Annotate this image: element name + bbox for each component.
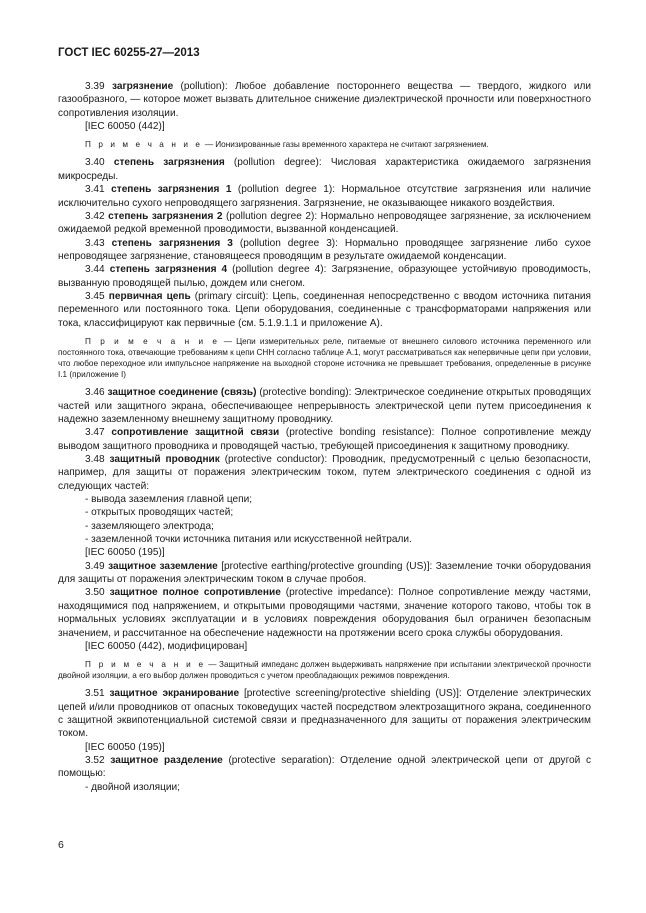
note (58, 659, 591, 681)
definition-text: (protective bonding resistance): Полное сопротивление между выводом защитного проводника и проводящей частью, требующей присоединения к защитному проводнику. (58, 427, 591, 452)
definition-text: [protective earthing/protective grounding (US)]: Заземление точки оборудования для защиты от поражения электрическим током в случае пробоя. (58, 560, 592, 586)
term: степень загрязнения (113, 157, 225, 169)
term: загрязнение (111, 81, 174, 92)
definition-text: [protective screening/protective shielding (US)]: Отделение электрических цепей и/или проводников от опасных токоведущих частей посредством электрозащитного экрана, соединенного с защитной эквипотенциальной системой связи и предназначенного для защиты от поражения электрическим током. (58, 688, 591, 740)
clause-number: 3.45 (85, 290, 105, 302)
note-text: — Ионизированные газы временного характера не считают загрязнением. (202, 140, 489, 150)
definition-text: (protective bonding): Электрическое соединение открытых проводящих частей или защитного экрана, обеспечивающее непрерывность электрической цепи путем присоединения к надежно заземленному внешнему защитному проводнику. (58, 387, 591, 425)
clause-number: 3.39 (85, 81, 105, 92)
definition-text: (pollution degree 4): Загрязнение, образующее устойчивую проводимость, вызванную проводящей пылью, дождем или снегом. (58, 264, 591, 289)
note-label: П р и м е ч а н и е (85, 336, 220, 346)
term: защитное соединение (связь) (107, 387, 257, 399)
definition-text: (pollution degree): Числовая характеристика ожидаемого загрязнения микросреды. (58, 157, 591, 182)
list-item: - заземленной точки источника питания или искусственной нейтрали. (85, 534, 412, 546)
definition-text: (protective impedance): Полное сопротивление между частями, находящимися под напряжением, и открытыми проводящими частями, значение которого таково, чтобы ток в нормальных условиях эксплуатации и в условиях повреждения оборудования был ограничен безопасным значением, и рассчитанное на обеспечение надежности на протяжении всего срока службы оборудования. (58, 587, 591, 639)
definition-text: (protective conductor): Проводник, предусмотренный с целью безопасности, например, для защиты от поражения электрическим током, путем электрического соединения с одной из следующих частей: (58, 454, 591, 492)
clause-number: 3.43 (85, 237, 105, 249)
definition-3-50 (58, 586, 591, 639)
page-number: 6 (58, 839, 64, 851)
clause-number: 3.48 (85, 454, 105, 466)
list-item: - открытых проводящих частей; (85, 507, 234, 519)
reference: [IEC 60050 (195)] (85, 741, 165, 753)
term: степень загрязнения 4 (109, 264, 228, 276)
note-text: — Цепи измерительных реле, питаемые от внешнего силового источника переменного или постоянного тока, отвечающие требованиям к цепи СНН согласно таблице А.1, могут рассматриваться как непервичные цепи при условии, что любое переходное или импульсное напряжение на выходной стороне источника не превышает требования, определенные в рисунке I.1 (приложение I) (58, 336, 591, 380)
clause-number: 3.46 (85, 387, 105, 399)
term: степень загрязнения 2 (108, 210, 223, 222)
definition-3-40 (58, 156, 591, 183)
definition-3-44 (58, 263, 591, 290)
definition-text: (pollution degree 1): Нормальное отсутствие загрязнения или наличие исключительно сухого непроводящего загрязнения. Загрязнение, не оказывающее никакого воздействия. (58, 184, 591, 209)
definition-text: (pollution degree 2): Нормально непроводящее загрязнение, за исключением ожидаемой редкой временной проводимости, вызванной конденсацией. (58, 210, 591, 236)
note-text: — Защитный импеданс должен выдерживать напряжение при испытании электрической прочности двойной изоляции, а его выбор должен проводиться с учетом преобладающих режимов повреждения. (58, 660, 591, 681)
term: степень загрязнения 1 (111, 184, 232, 196)
reference: [IEC 60050 (442)] (85, 121, 165, 133)
clause-number: 3.41 (85, 184, 105, 196)
term: степень загрязнения 3 (111, 237, 233, 249)
term: защитное заземление (108, 560, 218, 572)
clause-number: 3.47 (85, 427, 105, 439)
clause-number: 3.44 (85, 264, 105, 276)
definition-text: (primary circuit): Цепь, соединенная непосредственно с вводом источника питания переменного или постоянного тока. Цепи оборудования, соединенные с трансформаторами напряжения или тока, классифицируют как первичные (см. 5.1.9.1.1 и приложение А). (58, 290, 592, 329)
definition-3-48 (58, 453, 591, 493)
note (58, 336, 591, 380)
definition-3-45 (58, 290, 591, 330)
definition-3-47 (58, 426, 591, 453)
definition-3-43 (58, 237, 591, 264)
clause-number: 3.51 (85, 688, 105, 700)
term: сопротивление защитной связи (111, 427, 280, 439)
clause-number: 3.52 (85, 755, 105, 767)
definition-3-42 (58, 210, 591, 237)
definition-3-46 (58, 386, 591, 426)
term: первичная цепь (108, 290, 191, 302)
definition-text: (protective separation): Отделение одной электрической цепи от другой с помощью: (58, 755, 592, 780)
document-body (58, 80, 591, 794)
clause-number: 3.50 (85, 587, 105, 599)
list-item: - двойной изоляции; (85, 781, 180, 793)
note (58, 139, 591, 150)
definition-text: (pollution): Любое добавление постороннего вещества — твердого, жидкого или газообразного, — которое может вызвать длительное снижение диэлектрической прочности или поверхностного сопротивления изоляции. (58, 81, 591, 119)
term: защитное экранирование (109, 688, 240, 700)
definition-3-39 (58, 80, 591, 120)
clause-number: 3.40 (85, 157, 105, 169)
reference: [IEC 60050 (442), модифицирован] (85, 640, 248, 652)
definition-3-52 (58, 754, 591, 781)
clause-number: 3.49 (85, 560, 105, 572)
note-label: П р и м е ч а н и е (85, 140, 203, 150)
term: защитный проводник (109, 454, 220, 466)
definition-3-49 (58, 560, 591, 587)
term: защитное полное сопротивление (109, 587, 281, 599)
definition-3-51 (58, 687, 591, 740)
standard-header: ГОСТ IEC 60255-27—2013 (58, 47, 200, 59)
definition-text: (pollution degree 3): Нормально проводящее загрязнение либо сухое непроводящее загрязнение, становящееся проводящим в результате ожидаемой конденсации. (58, 237, 592, 262)
list-item: - вывода заземления главной цепи; (85, 494, 253, 506)
clause-number: 3.42 (85, 210, 105, 222)
note-label: П р и м е ч а н и е (85, 660, 206, 670)
reference: [IEC 60050 (195)] (85, 547, 165, 559)
term: защитное разделение (110, 755, 223, 767)
list-item: - заземляющего электрода; (85, 520, 214, 532)
definition-3-41 (58, 183, 591, 210)
